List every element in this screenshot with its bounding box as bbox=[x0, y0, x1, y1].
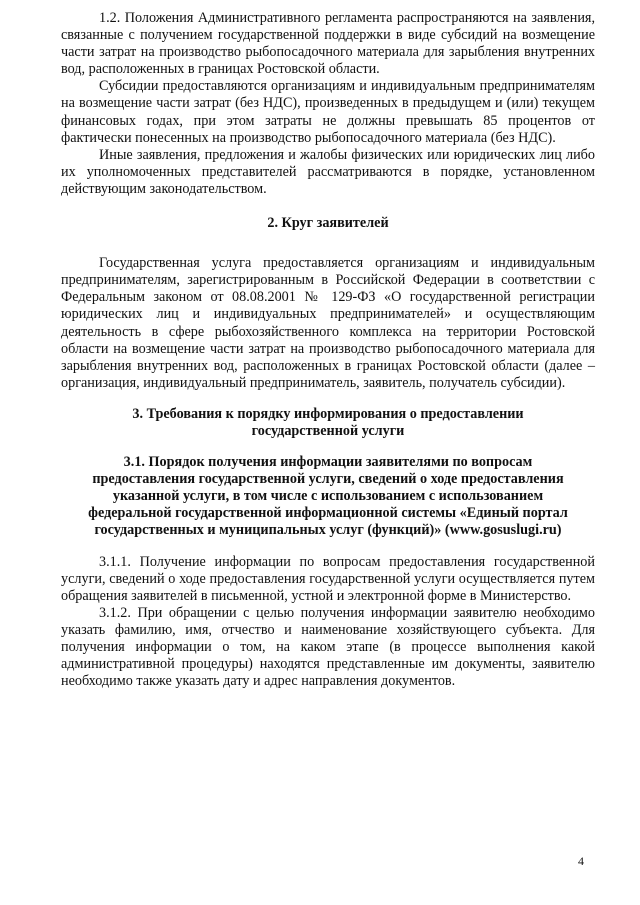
section-3-1-heading-line-1: 3.1. Порядок получения информации заявителями по вопросам bbox=[123, 454, 533, 471]
spacer bbox=[61, 392, 595, 406]
section-3-1-heading-line-4: федеральной государственной информационной системы «Единый портал bbox=[88, 505, 568, 522]
document-page bbox=[61, 10, 595, 690]
section-3-heading-line-1: 3. Требования к порядку информирования о предоставлении bbox=[132, 405, 524, 422]
section-2-heading: 2. Круг заявителей bbox=[267, 215, 389, 232]
spacer bbox=[61, 198, 595, 215]
spacer bbox=[61, 232, 595, 255]
page-number: 4 bbox=[578, 854, 584, 868]
paragraph-3-1-2: 3.1.2. При обращении с целью получения информации заявителю необходимо указать фамилию, имя, отчество и наименование хозяйствующего субъекта. Для получения информации о том, на каком этапе (в процессе выполнения какой административной процедуры) находятся представленные им документы, заявителю необходимо также указать дату и адрес направления документов. bbox=[61, 604, 595, 690]
spacer bbox=[61, 440, 595, 454]
section-3-heading-line-2: государственной услуги bbox=[251, 422, 405, 439]
section-3-1-heading-line-5: государственных и муниципальных услуг (функций)» (www.gosuslugi.ru) bbox=[94, 522, 562, 539]
section-3-1-heading-line-2: предоставления государственной услуги, сведений о ходе предоставления bbox=[92, 471, 564, 488]
paragraph-1-2: 1.2. Положения Административного регламента распространяются на заявления, связанные с получением государственной поддержки в виде субсидий на возмещение части затрат на производство рыбопосадочного материала для зарыбления внутренних вод, расположенных в границах Ростовской области. bbox=[61, 10, 595, 78]
spacer bbox=[61, 540, 595, 554]
paragraph-other-claims: Иные заявления, предложения и жалобы физических или юридических лиц либо их уполномоченных представителей рассматриваются в порядке, установленном действующим законодательством. bbox=[61, 146, 595, 197]
paragraph-3-1-1: 3.1.1. Получение информации по вопросам предоставления государственной услуги, сведений о ходе предоставления государственной услуги осуществляется путем обращения заявителей в письменной, устной и электронной форме в Министерство. bbox=[61, 553, 595, 604]
paragraph-subsidies: Субсидии предоставляются организациям и индивидуальным предпринимателям на возмещение части затрат (без НДС), произведенных в предыдущем и (или) текущем финансовых годах, при этом затраты не должны превышать 85 процентов от фактически понесенных на производство рыбопосадочного материала (без НДС). bbox=[61, 78, 595, 146]
section-3-1-heading-line-3: указанной услуги, в том числе с использованием с использованием bbox=[112, 488, 544, 505]
paragraph-applicants: Государственная услуга предоставляется организациям и индивидуальным предпринимателям, зарегистрированным в Российской Федерации в соответствии с Федеральным законом от 08.08.2001 № 129-ФЗ «О государственной регистрации юридических лиц и индивидуальных предпринимателей» и осуществляющим деятельность в сфере рыбохозяйственного комплекса на территории Ростовской области на возмещение части затрат на производство рыбопосадочного материала для зарыбления внутренних вод, расположенных в границах Ростовской области (далее – организация, индивидуальный предприниматель, заявитель, получатель субсидии). bbox=[61, 255, 595, 391]
